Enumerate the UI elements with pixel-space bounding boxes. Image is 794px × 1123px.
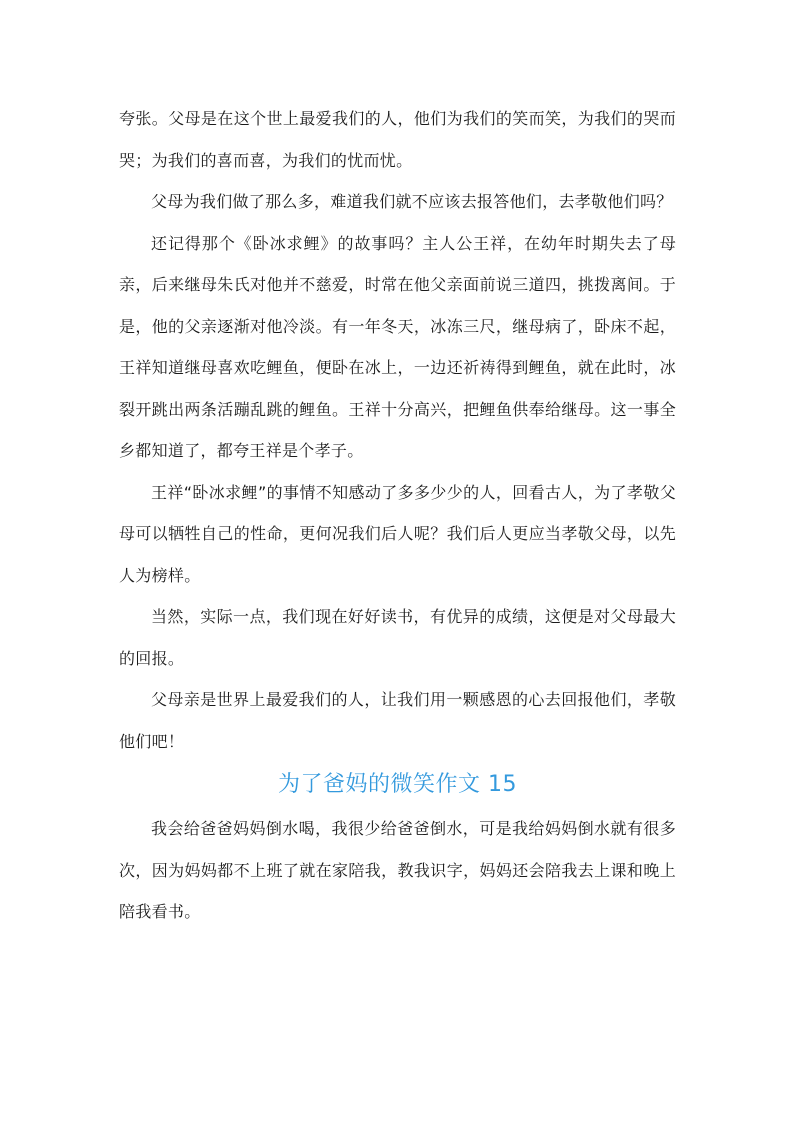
paragraph: 父母亲是世界上最爱我们的人，让我们用一颗感恩的心去回报他们，孝敬他们吧！ — [119, 690, 676, 751]
section-heading: 为了爸妈的微笑作文 15 — [278, 772, 517, 797]
paragraph: 王祥“卧冰求鲤”的事情不知感动了多多少少的人，回看古人，为了孝敬父母可以牺牲自己的性命，更何况我们后人呢？我们后人更应当孝敬父母，以先人为榜样。 — [119, 482, 676, 585]
paragraph-continuation: 夸张。父母是在这个世上最爱我们的人，他们为我们的笑而笑，为我们的哭而哭；为我们的喜而喜，为我们的忧而忧。 — [119, 109, 676, 170]
paragraph: 我会给爸爸妈妈倒水喝，我很少给爸爸倒水，可是我给妈妈倒水就有很多次，因为妈妈都不上班了就在家陪我，教我识字，妈妈还会陪我去上课和晚上陪我看书。 — [119, 819, 676, 921]
paragraph: 还记得那个《卧冰求鲤》的故事吗？主人公王祥，在幼年时期失去了母亲，后来继母朱氏对他并不慈爱，时常在他父亲面前说三道四，挑拨离间。于是，他的父亲逐渐对他冷淡。有一年冬天，冰冻三尺，继母病了，卧床不起，王祥知道继母喜欢吃鲤鱼，便卧在冰上，一边还祈祷得到鲤鱼，就在此时，冰裂开跳出两条活蹦乱跳的鲤鱼。王祥十分高兴，把鲤鱼供奉给继母。这一事全乡都知道了，都夸王祥是个孝子。 — [119, 233, 676, 460]
paragraph: 父母为我们做了那么多，难道我们就不应该去报答他们，去孝敬他们吗？ — [151, 192, 673, 211]
paragraph: 当然，实际一点，我们现在好好读书，有优异的成绩，这便是对父母最大的回报。 — [119, 607, 676, 668]
